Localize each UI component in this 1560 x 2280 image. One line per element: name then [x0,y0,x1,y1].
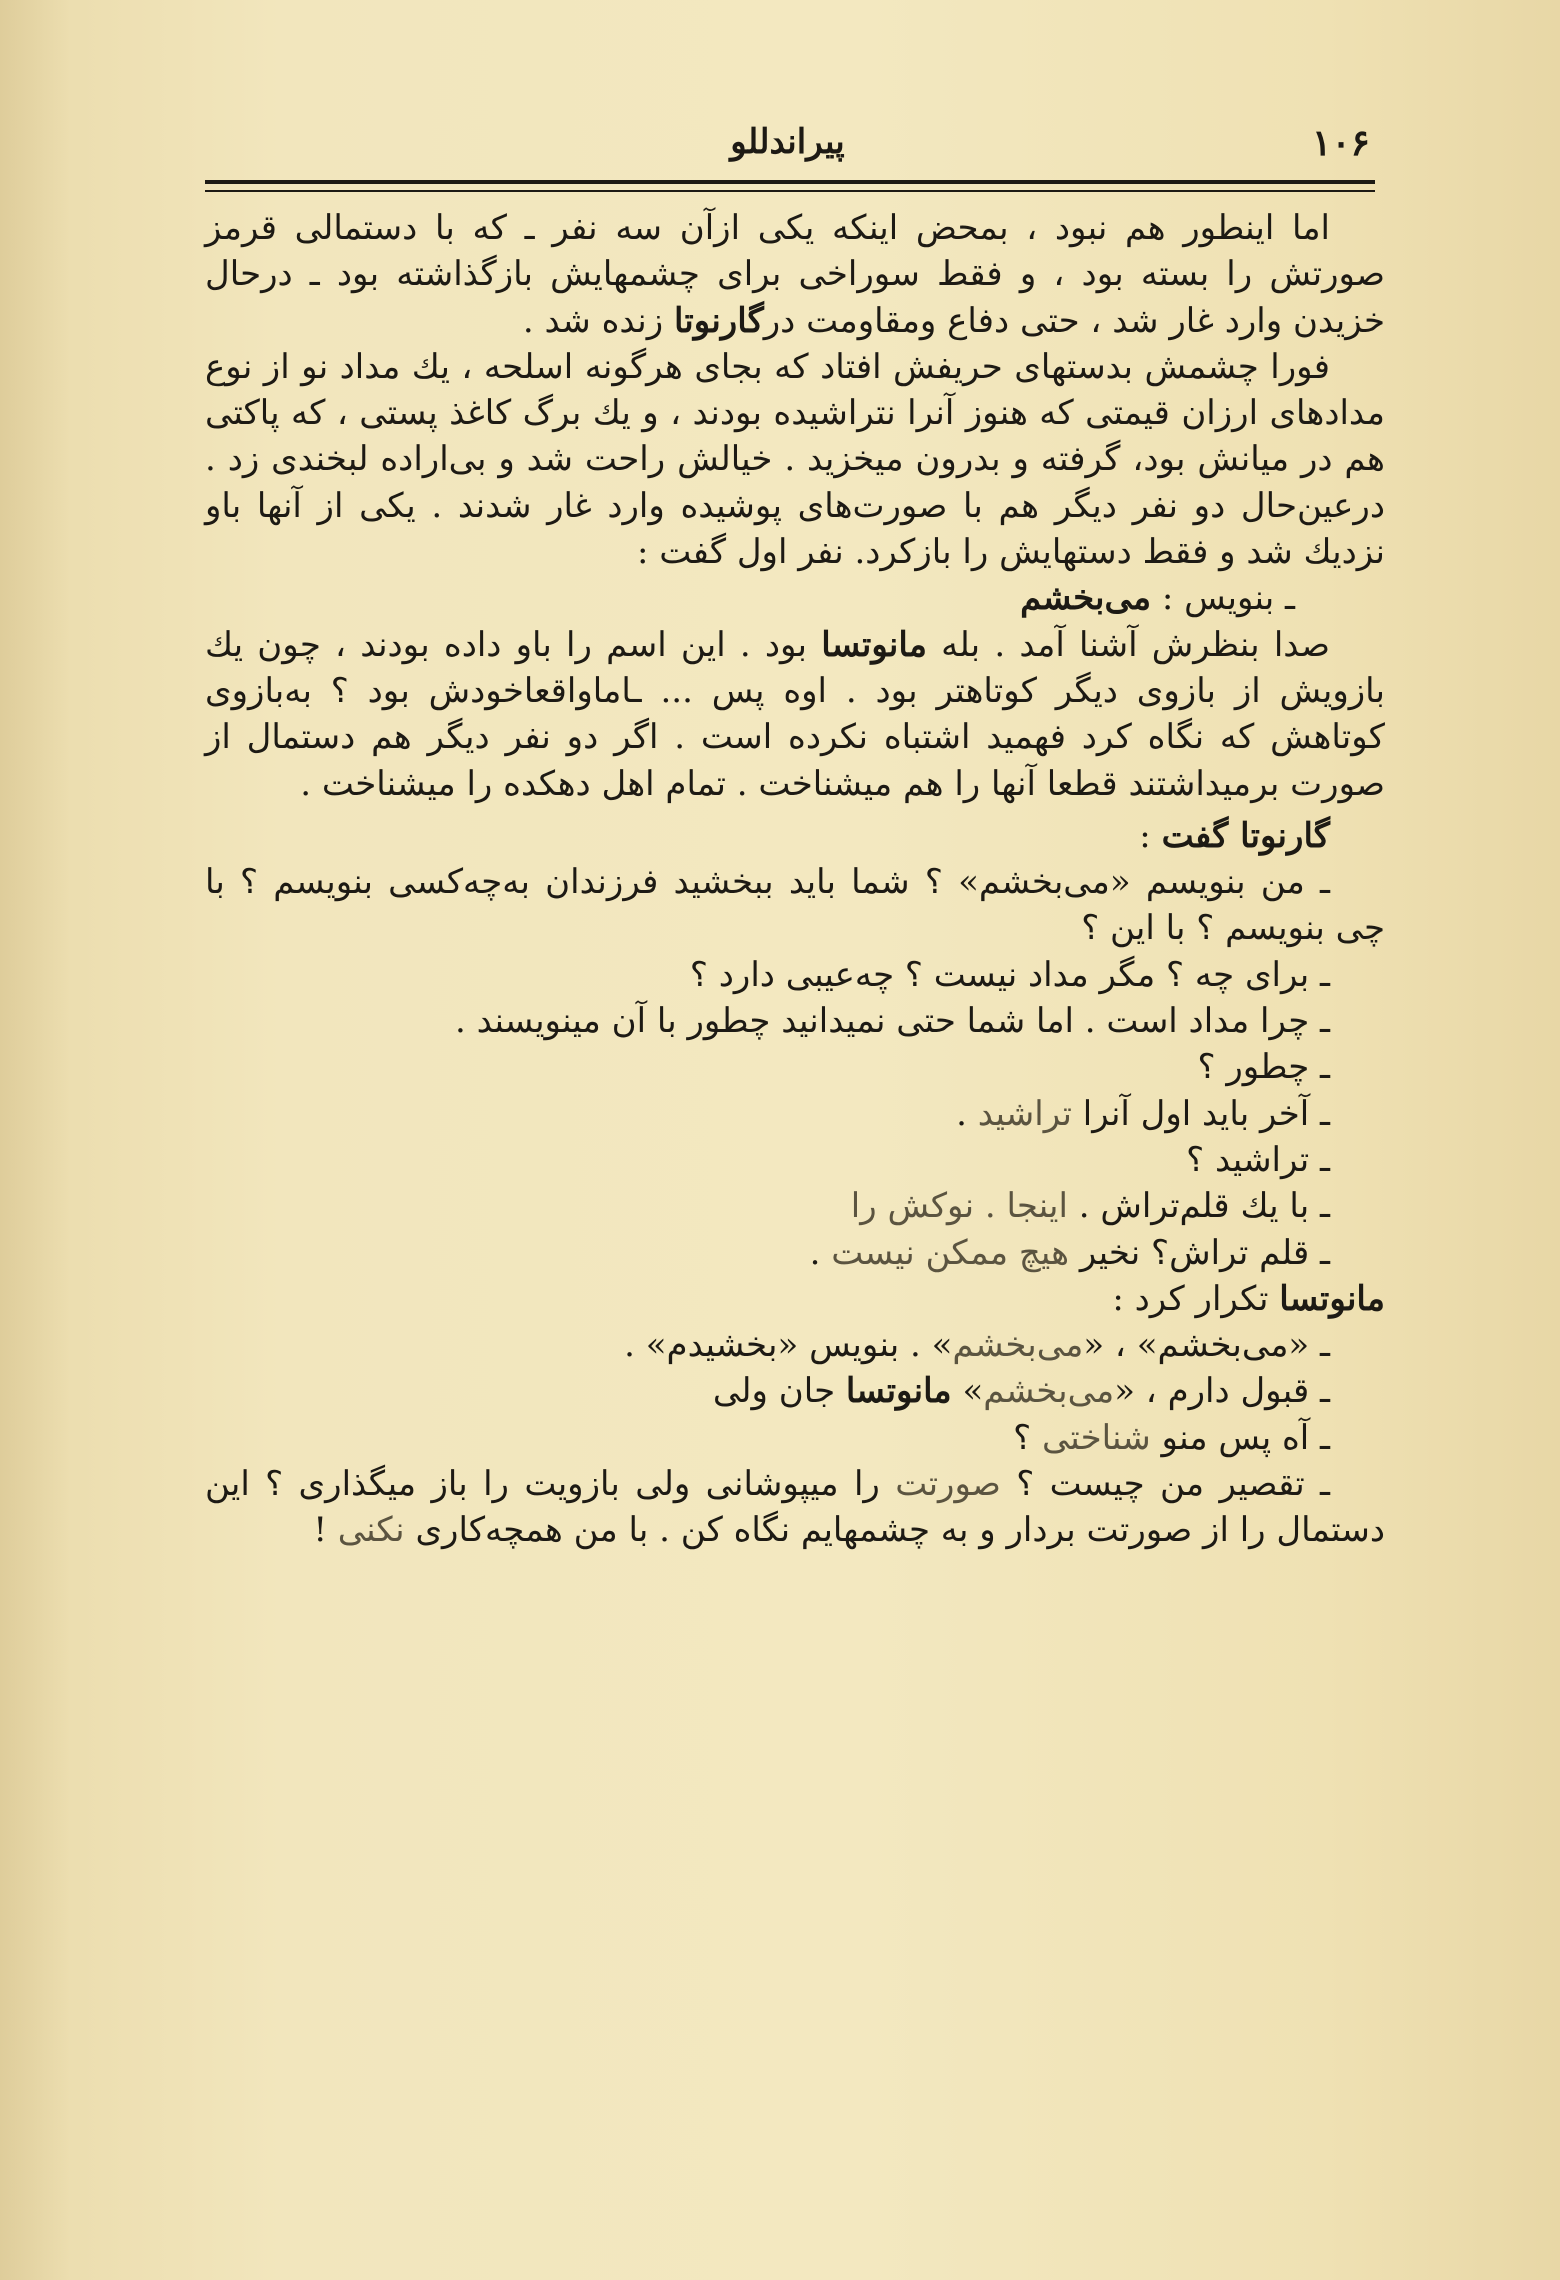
faded-text: می‌بخشم [952,1325,1084,1366]
bold-name: گارنوتا [673,300,764,341]
paragraph: ـ بنویس : می‌بخشم [1020,578,1295,619]
faded-text: می‌بخشم [983,1371,1115,1412]
running-title: پیراندللو [730,122,845,162]
faded-text: اینجا . نوکش را [850,1186,1068,1227]
bold-name: گارنوتا گفت [1161,815,1330,856]
paragraph: ـ با یك قلم‌تراش . اینجا . نوکش را [850,1186,1330,1227]
paragraph: ـ قبول دارم ، «می‌بخشم» مانوتسا جان ولی [712,1371,1330,1412]
bold-name: مانوتسا [845,1371,952,1412]
faded-text: تراشید [977,1093,1072,1134]
page-number: ۱۰۶ [1311,122,1370,164]
paragraph: ـ آخر باید اول آنرا تراشید . [956,1093,1330,1134]
paragraph: ـ «می‌بخشم» ، «می‌بخشم» . بنویس «بخشیدم» . [624,1325,1330,1366]
header-rule-thin [205,190,1375,192]
paragraph: صدا بنظرش آشنا آمد . بله مانوتسا بود . این اسم را باو داده بودند ، چون یك بازویش از بازوی دیگر کوتاهتر بود . اوه پس ... ـاماواقعاخودش بود ؟ به‌بازوی کوتاهش که نگاه کرد فهمید اشتباه نکرده است . اگر دو نفر دیگر هم دستمال از صورت برمیداشتند قطعا آنها را هم میشناخت . تمام اهل دهکده را میشناخت . [205,624,1385,804]
paragraph: ـ قلم تراش؟ نخیر هیچ ممکن نیست . [809,1232,1330,1273]
paragraph: اما اینطور هم نبود ، بمحض اینکه یکی ازآن سه نفر ـ که با دستمالی قرمز صورتش را بسته بود ، و فقط سوراخی برای چشمهایش بازگذاشته بود ـ درحال خزیدن وارد غار شد ، حتی دفاع ومقاومت درگارنوتا زنده شد . [205,208,1385,341]
header-rule-thick [205,180,1375,184]
body-text [205,205,1385,1554]
page-header [205,122,1370,182]
paragraph: ـ تراشید ؟ [1186,1139,1330,1180]
bold-name: می‌بخشم [1020,578,1152,619]
paragraph: مانوتسا تکرار کرد : [1112,1278,1385,1319]
paragraph: فورا چشمش بدستهای حریفش افتاد که بجای هرگونه اسلحه ، یك مداد نو از نوع مدادهای ارزان قیمتی که هنوز آنرا نتراشیده بودند ، و یك برگ کاغذ پستی ، که پاکتی هم در میانش بود، گرفته و بدرون میخزید . خیالش راحت شد و بی‌اراده لبخندی زد . درعین‌حال دو نفر دیگر هم با صورت‌های پوشیده وارد غار شدند . یکی از آنها باو نزدیك شد و فقط دستهایش را بازکرد. نفر اول گفت : [205,346,1385,573]
paragraph: ـ من بنویسم «می‌بخشم» ؟ شما باید ببخشید فرزندان به‌چه‌کسی بنویسم ؟ با چی بنویسم ؟ با این ؟ [205,862,1385,949]
bold-name: مانوتسا [1279,1278,1385,1319]
faded-text: نکنی [337,1510,405,1551]
faded-text: صورتت [895,1464,1001,1505]
faded-text: هیچ ممکن نیست [831,1232,1070,1273]
paragraph: ـ برای چه ؟ مگر مداد نیست ؟ چه‌عیبی دارد ؟ [689,954,1330,995]
bold-name: مانوتسا [821,624,927,665]
paragraph: ـ تقصیر من چیست ؟ صورتت را میپوشانی ولی بازویت را باز میگذاری ؟ این دستمال را از صورتت بردار و به چشمهایم نگاه کن . با من همچه‌کاری نکنی ! [205,1464,1385,1551]
paragraph: ـ چرا مداد است . اما شما حتی نمیدانید چطور با آن مینویسند . [455,1001,1330,1042]
paragraph: ـ چطور ؟ [1197,1047,1330,1088]
paragraph: گارنوتا گفت : [1139,815,1330,856]
faded-text: شناختی [1041,1417,1151,1458]
paragraph: ـ آه پس منو شناختی ؟ [1013,1417,1330,1458]
